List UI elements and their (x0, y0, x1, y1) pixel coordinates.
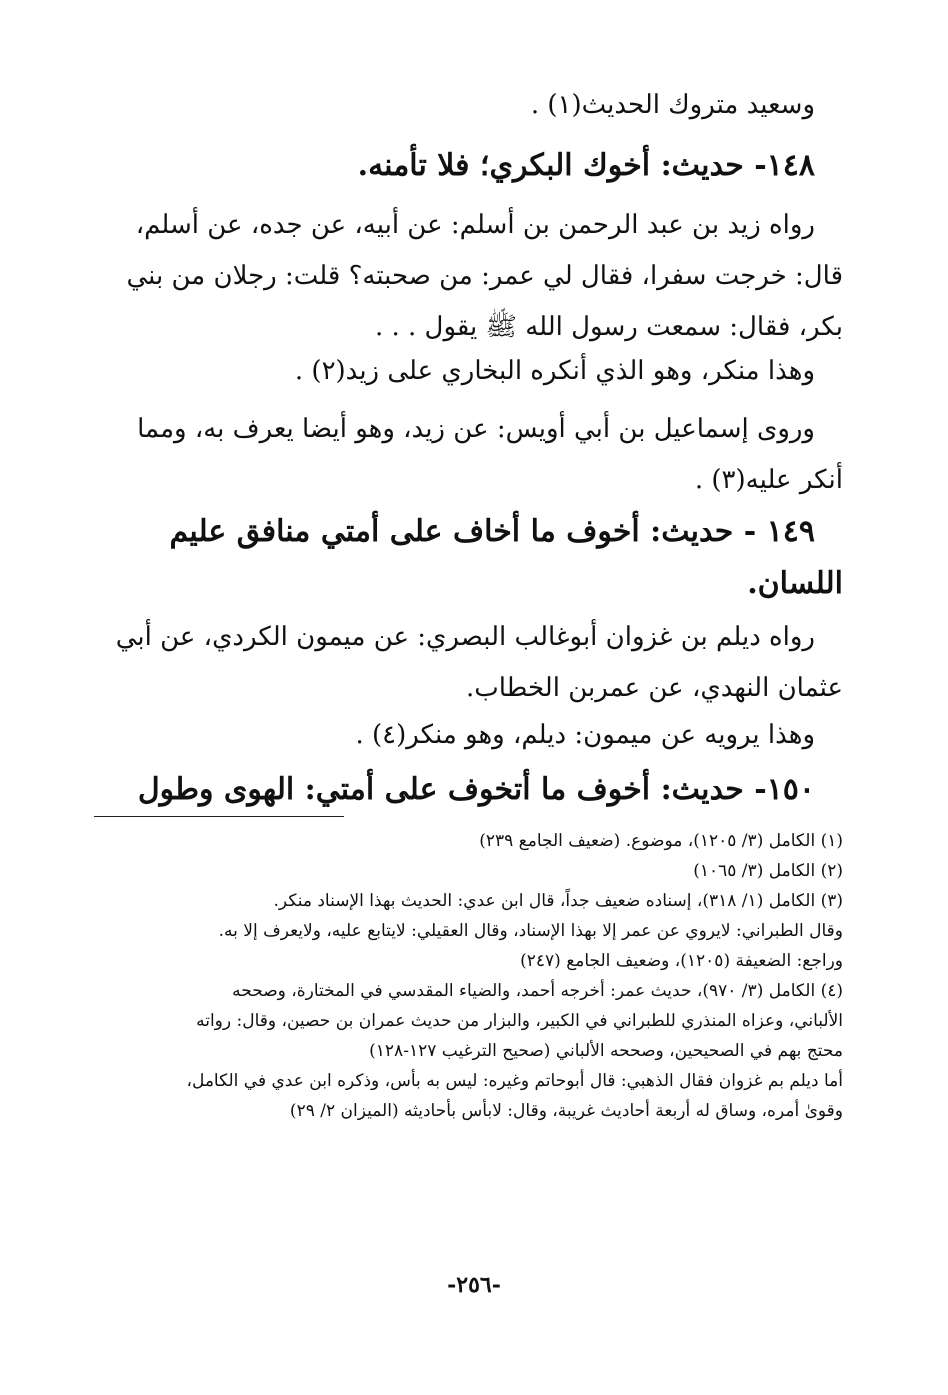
heading-line: ١٤٨- حديث: أخوك البكري؛ فلا تأمنه. (357, 148, 815, 183)
footnote-line: محتج بهم في الصحيحين، وصححه الألباني (صحيح الترغيب ١٢٧-١٢٨) (369, 1041, 843, 1061)
footnote-line: (٤) الكامل (٣/ ٩٧٠)، حديث عمر: أخرجه أحمد، والضياء المقدسي في المختارة، وصححه (232, 981, 843, 1001)
paragraph-narration-148 (94, 200, 843, 353)
text-line: وهذا منكر، وهو الذي أنكره البخاري على زيد(٢) . (294, 356, 815, 386)
text-line: عثمان النهدي، عن عمربن الخطاب. (466, 673, 843, 703)
footnotes (96, 826, 843, 1126)
paragraph-ismail-narration (94, 404, 843, 506)
paragraph-daylam-munkar (94, 710, 843, 761)
footnote-line: (٣) الكامل (١/ ٣١٨)، إسناده ضعيف جداً، قال ابن عدي: الحديث بهذا الإسناد منكر. (273, 891, 843, 911)
footnote-line: وراجع: الضعيفة (١٢٠٥)، وضعيف الجامع (٢٤٧) (520, 951, 843, 971)
footnote-line: الألباني، وعزاه المنذري للطبراني في الكبير، والبزار من حديث عمران بن حصين، وقال: رواته (196, 1011, 843, 1031)
heading-hadith-148 (94, 140, 843, 192)
footnote-separator (94, 816, 344, 817)
text-line: بكر، فقال: سمعت رسول الله ﷺ يقول . . . (374, 312, 843, 342)
heading-hadith-149 (94, 506, 843, 610)
paragraph-narration-149 (94, 612, 843, 714)
page-number: -٢٥٦- (447, 1272, 501, 1298)
heading-line: ١٥٠- حديث: أخوف ما أتخوف على أمتي: الهوى وطول (137, 772, 815, 807)
footnote-line: (٢) الكامل (٣/ ١٠٦٥) (693, 861, 843, 881)
text-line: أنكر عليه(٣) . (694, 465, 843, 495)
text-line: رواه زيد بن عبد الرحمن بن أسلم: عن أبيه، عن جده، عن أسلم، (135, 210, 815, 240)
text-line: وروى إسماعيل بن أبي أويس: عن زيد، وهو أيضا يعرف به، ومما (137, 414, 815, 444)
text-line: رواه ديلم بن غزوان أبوغالب البصري: عن ميمون الكردي، عن أبي (115, 622, 815, 652)
heading-hadith-150 (94, 764, 843, 816)
text-line: وهذا يرويه عن ميمون: ديلم، وهو منكر(٤) . (355, 720, 815, 750)
paragraph-said-matruk (94, 80, 843, 131)
heading-line: اللسان. (747, 566, 843, 601)
text-line: قال: خرجت سفرا، فقال لي عمر: من صحبته؟ قلت: رجلان من بني (126, 261, 843, 291)
heading-line: ١٤٩ - حديث: أخوف ما أخاف على أمتي منافق عليم (169, 514, 815, 549)
footnote-line: وقال الطبراني: لايروي عن عمر إلا بهذا الإسناد، وقال العقيلي: لايتابع عليه، ولايعرف إلا به. (218, 921, 843, 941)
paragraph-munkar-bukhari (94, 346, 843, 397)
text-line: وسعيد متروك الحديث(١) . (530, 90, 815, 120)
footnote-line: أما ديلم بم غزوان فقال الذهبي: قال أبوحاتم وغيره: ليس به بأس، وذكره ابن عدي في الكامل، (186, 1071, 843, 1091)
footnote-line: (١) الكامل (٣/ ١٢٠٥)، موضوع. (ضعيف الجامع ٢٣٩) (479, 831, 843, 851)
footnote-line: وقوىٰ أمره، وساق له أربعة أحاديث غريبة، وقال: لابأس بأحاديثه (الميزان ٢/ ٢٩) (289, 1101, 843, 1121)
